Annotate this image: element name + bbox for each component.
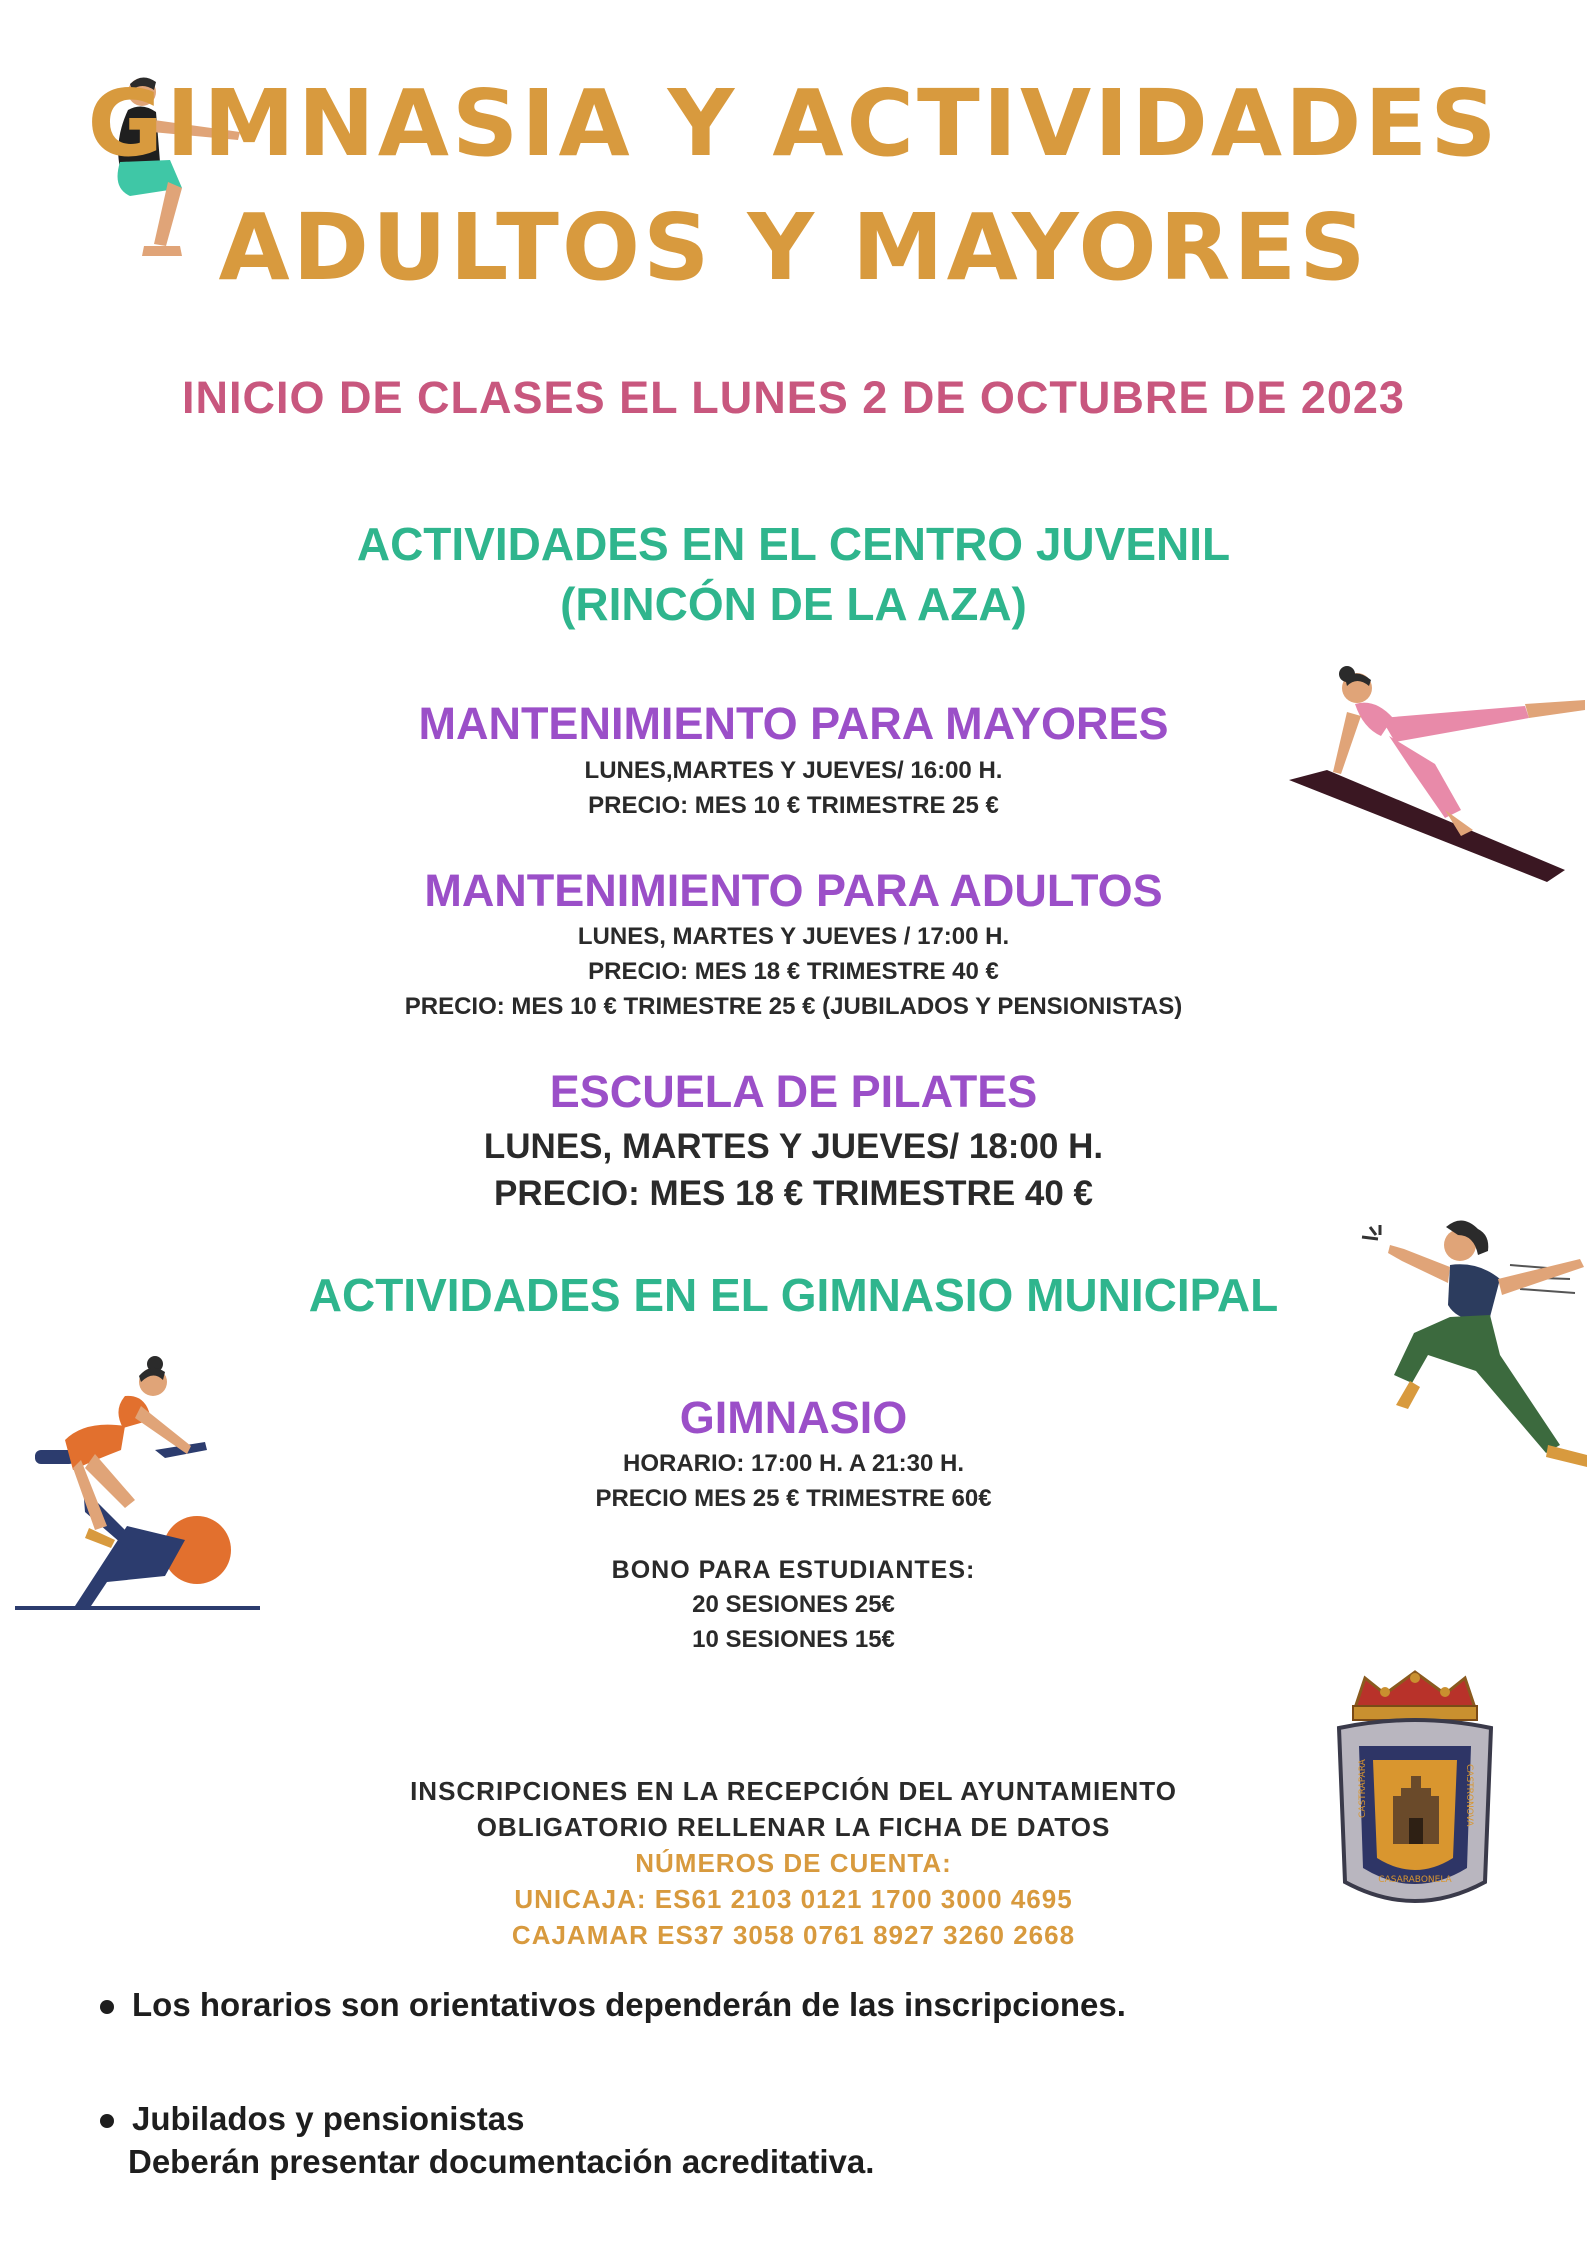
activity-price-adultos-reduced: PRECIO: MES 10 € TRIMESTRE 25 € (JUBILADOS Y PENSIONISTAS) [404,993,1183,1020]
seal-text-left: CASTRAPARA [1358,1759,1368,1818]
activity-schedule-adultos: LUNES, MARTES Y JUEVES / 17:00 H. [577,923,1010,950]
bono-option-10: 10 SESIONES 15€ [692,1626,895,1653]
exercise-bike-figure-icon [15,1350,260,1615]
activity-title-gimnasio: GIMNASIO [679,1392,908,1443]
inscripciones-line2: OBLIGATORIO RELLENAR LA FICHA DE DATOS [476,1812,1111,1842]
activity-title-mayores: MANTENIMIENTO PARA MAYORES [418,698,1169,749]
activity-price-pilates: PRECIO: MES 18 € TRIMESTRE 40 € [493,1174,1094,1213]
page-title-line1: GIMNASIA Y ACTIVIDADES [87,70,1500,177]
note-horarios [100,1986,1126,2024]
activity-price-mayores: PRECIO: MES 10 € TRIMESTRE 25 € [588,792,999,819]
bullet-icon [100,2114,114,2128]
section-heading-location: (RINCÓN DE LA AZA) [560,578,1027,630]
yoga-figure-icon [1285,660,1587,890]
accounts-label: NÚMEROS DE CUENTA: [635,1848,952,1878]
town-seal-logo [1325,1668,1505,1920]
section-heading-centro-juvenil: ACTIVIDADES EN EL CENTRO JUVENIL [356,518,1231,570]
account-cajamar: CAJAMAR ES37 3058 0761 8927 3260 2668 [511,1920,1076,1950]
start-date: INICIO DE CLASES EL LUNES 2 DE OCTUBRE DE 2023 [182,372,1405,423]
activity-schedule-pilates: LUNES, MARTES Y JUEVES/ 18:00 H. [483,1127,1104,1166]
bono-option-20: 20 SESIONES 25€ [692,1591,895,1618]
bullet-icon [100,2000,114,2014]
inscripciones-line1: INSCRIPCIONES EN LA RECEPCIÓN DEL AYUNTAMIENTO [410,1776,1177,1806]
note-documentacion: Deberán presentar documentación acreditativa. [128,2143,875,2180]
page-title-line2: ADULTOS Y MAYORES [218,194,1369,301]
seal-text-right: CASTRONOVA [1464,1764,1474,1827]
seal-text-bottom: CASARABONELA [1378,1875,1452,1885]
section-heading-gimnasio-municipal: ACTIVIDADES EN EL GIMNASIO MUNICIPAL [308,1269,1279,1321]
activity-schedule-mayores: LUNES,MARTES Y JUEVES/ 16:00 H. [584,757,1003,784]
activity-price-gimnasio: PRECIO MES 25 € TRIMESTRE 60€ [595,1485,992,1512]
note-jubilados [100,2100,524,2138]
runner-figure-icon [1350,1205,1587,1490]
bono-title: BONO PARA ESTUDIANTES: [611,1556,976,1584]
note-jubilados-text: Jubilados y pensionistas [132,2100,525,2137]
activity-schedule-gimnasio: HORARIO: 17:00 H. A 21:30 H. [623,1450,964,1477]
account-unicaja: UNICAJA: ES61 2103 0121 1700 3000 4695 [514,1884,1073,1914]
activity-title-pilates: ESCUELA DE PILATES [549,1066,1038,1117]
note-horarios-text: Los horarios son orientativos dependerán de las inscripciones. [132,1986,1126,2023]
activity-price-adultos: PRECIO: MES 18 € TRIMESTRE 40 € [588,958,999,985]
activity-title-adultos: MANTENIMIENTO PARA ADULTOS [424,865,1163,916]
